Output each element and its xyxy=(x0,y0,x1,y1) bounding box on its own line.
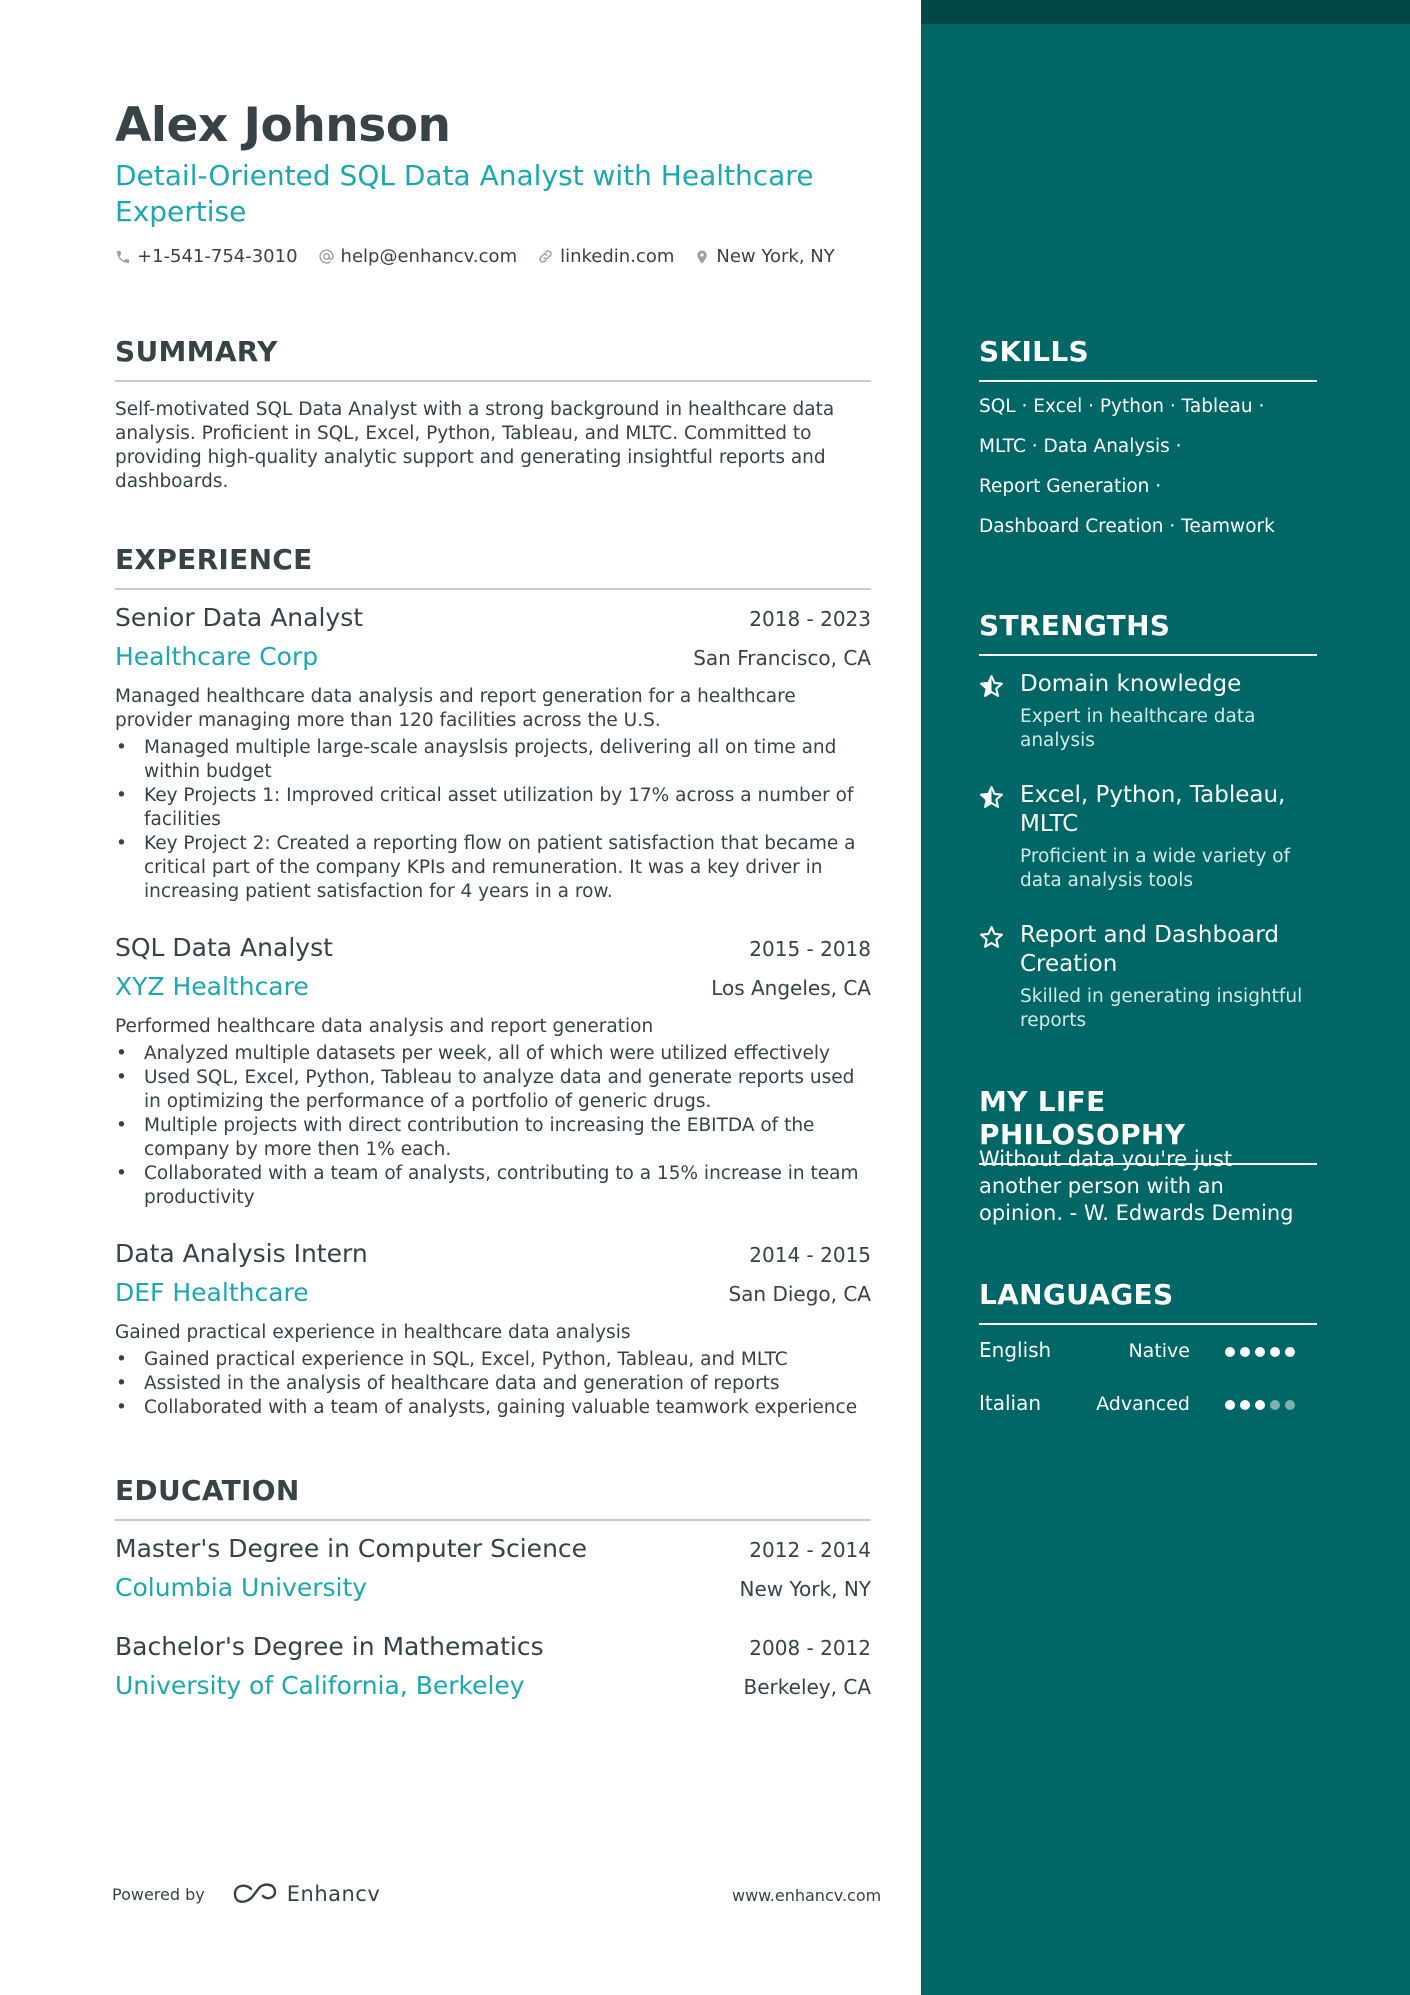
contact-email-text[interactable]: help@enhancv.com xyxy=(340,246,518,267)
contact-linkedin-text[interactable]: linkedin.com xyxy=(560,246,675,267)
strength-description: Proficient in a wide variety of data analysis tools xyxy=(1020,846,1291,891)
job-location: San Francisco, CA xyxy=(693,646,871,670)
rating-dot-filled xyxy=(1240,1347,1250,1357)
degree-period: 2008 - 2012 xyxy=(749,1636,871,1660)
language-level: Advanced xyxy=(1096,1393,1190,1415)
bullet-item: • Analyzed multiple datasets per week, all of which were utilized effectively xyxy=(115,1042,871,1066)
experience-title: EXPERIENCE xyxy=(115,543,871,590)
bullet-item: • Gained practical experience in SQL, Excel, Python, Tableau, and MLTC xyxy=(115,1348,871,1372)
skills-line: Report Generation · xyxy=(979,476,1162,497)
school-location: New York, NY xyxy=(739,1577,871,1601)
strength-title: Excel, Python, Tableau, MLTC xyxy=(1020,782,1286,837)
language-rating xyxy=(1220,1347,1295,1357)
language-rating xyxy=(1220,1400,1295,1410)
job-location: San Diego, CA xyxy=(728,1282,871,1306)
job-location: Los Angeles, CA xyxy=(711,976,871,1000)
bullet-item: • Assisted in the analysis of healthcare data and generation of reports xyxy=(115,1372,871,1396)
job-bullets xyxy=(115,736,871,904)
star-outline-icon xyxy=(979,925,1004,950)
bullet-item: • Multiple projects with direct contribution to increasing the EBITDA of the company by more then 1% each. xyxy=(115,1114,871,1162)
language-item xyxy=(979,1391,1295,1421)
skills-line: Dashboard Creation · Teamwork xyxy=(979,516,1275,537)
strength-item xyxy=(979,781,1319,893)
job-period: 2018 - 2023 xyxy=(749,607,871,631)
rating-dot-filled xyxy=(1225,1347,1235,1357)
school-name: Columbia University xyxy=(115,1573,368,1602)
contact-phone xyxy=(115,246,298,267)
bullet-item: • Key Project 2: Created a reporting flow on patient satisfaction that became a critical part of the company KPIs and remuneration. It was a key driver in increasing patient satisfaction for 4 years in a row. xyxy=(115,832,871,904)
job-title: SQL Data Analyst xyxy=(115,933,333,962)
rating-dot-filled xyxy=(1255,1347,1265,1357)
contact-linkedin xyxy=(537,246,674,267)
experience-entry xyxy=(115,933,871,1210)
degree-name: Bachelor's Degree in Mathematics xyxy=(115,1632,544,1661)
skills-line: MLTC · Data Analysis · xyxy=(979,436,1182,457)
contact-location-text: New York, NY xyxy=(716,246,835,267)
job-period: 2014 - 2015 xyxy=(749,1243,871,1267)
summary-text: Self-motivated SQL Data Analyst with a strong background in healthcare data analysis. Proficient in SQL, Excel, Python, Tableau, and MLTC. Committed to providing high-quality analytic support and generating insightful reports and dashboards. xyxy=(115,399,835,492)
job-bullets xyxy=(115,1348,871,1420)
strength-title: Domain knowledge xyxy=(1020,671,1242,697)
rating-dot-empty xyxy=(1270,1400,1280,1410)
candidate-name: Alex Johnson xyxy=(115,98,451,153)
footer-branding xyxy=(112,1882,380,1906)
experience-entry xyxy=(115,1239,871,1420)
rating-dot-filled xyxy=(1255,1400,1265,1410)
candidate-headline: Detail-Oriented SQL Data Analyst with Healthcare Expertise xyxy=(115,159,814,228)
star-half-icon xyxy=(979,785,1004,810)
strength-item xyxy=(979,921,1319,1033)
skills-line: SQL · Excel · Python · Tableau · xyxy=(979,396,1265,417)
job-description: Gained practical experience in healthcare data analysis xyxy=(115,1322,631,1343)
education-entry xyxy=(115,1632,871,1700)
phone-icon xyxy=(115,249,131,265)
strength-item xyxy=(979,670,1319,753)
language-name: Italian xyxy=(979,1391,1042,1415)
rating-dot-filled xyxy=(1285,1347,1295,1357)
bullet-item: • Managed multiple large-scale anayslsis projects, delivering all on time and within budget xyxy=(115,736,871,784)
bullet-item: • Used SQL, Excel, Python, Tableau to analyze data and generate reports used in optimizing the performance of a portfolio of generic drugs. xyxy=(115,1066,871,1114)
enhancv-brand[interactable]: Enhancv xyxy=(286,1882,381,1906)
language-level: Native xyxy=(1128,1340,1190,1362)
bullet-item: • Collaborated with a team of analysts, contributing to a 15% increase in team productivity xyxy=(115,1162,871,1210)
strength-title: Report and Dashboard Creation xyxy=(1020,922,1279,977)
star-half-icon xyxy=(979,674,1004,699)
rating-dot-filled xyxy=(1225,1400,1235,1410)
school-name: University of California, Berkeley xyxy=(115,1671,525,1700)
contact-location xyxy=(694,246,834,267)
contact-phone-text[interactable]: +1-541-754-3010 xyxy=(137,246,298,267)
contact-email xyxy=(318,246,518,267)
sidebar-top-band xyxy=(921,0,1410,24)
job-bullets xyxy=(115,1042,871,1210)
rating-dot-filled xyxy=(1240,1400,1250,1410)
job-description: Managed healthcare data analysis and report generation for a healthcare provider managing more than 120 facilities across the U.S. xyxy=(115,686,796,731)
languages-title: LANGUAGES xyxy=(979,1278,1317,1325)
contact-bar xyxy=(115,246,855,267)
education-entry xyxy=(115,1534,871,1602)
job-description: Performed healthcare data analysis and report generation xyxy=(115,1016,654,1037)
language-item xyxy=(979,1338,1295,1368)
strength-description: Expert in healthcare data analysis xyxy=(1020,706,1256,751)
strengths-title: STRENGTHS xyxy=(979,609,1317,656)
degree-period: 2012 - 2014 xyxy=(749,1538,871,1562)
footer-url[interactable]: www.enhancv.com xyxy=(732,1886,882,1905)
bullet-item: • Collaborated with a team of analysts, gaining valuable teamwork experience xyxy=(115,1396,871,1420)
strength-description: Skilled in generating insightful reports xyxy=(1020,986,1303,1031)
company-name: DEF Healthcare xyxy=(115,1278,309,1307)
at-icon xyxy=(318,248,335,265)
experience-entry xyxy=(115,603,871,904)
rating-dot-filled xyxy=(1270,1347,1280,1357)
philosophy-title: MY LIFE PHILOSOPHY xyxy=(979,1085,1317,1165)
skills-list xyxy=(979,395,1319,555)
company-name: Healthcare Corp xyxy=(115,642,319,671)
philosophy-quote: Without data you're just another person with an opinion. - W. Edwards Deming xyxy=(979,1147,1294,1225)
job-title: Data Analysis Intern xyxy=(115,1239,368,1268)
job-period: 2015 - 2018 xyxy=(749,937,871,961)
skills-title: SKILLS xyxy=(979,335,1317,382)
company-name: XYZ Healthcare xyxy=(115,972,309,1001)
language-name: English xyxy=(979,1338,1052,1362)
enhancv-logo-icon xyxy=(231,1882,279,1906)
bullet-item: • Key Projects 1: Improved critical asset utilization by 17% across a number of facilities xyxy=(115,784,871,832)
location-icon xyxy=(694,248,710,266)
link-icon xyxy=(537,248,554,265)
degree-name: Master's Degree in Computer Science xyxy=(115,1534,588,1563)
job-title: Senior Data Analyst xyxy=(115,603,364,632)
summary-title: SUMMARY xyxy=(115,335,871,382)
education-title: EDUCATION xyxy=(115,1474,871,1521)
school-location: Berkeley, CA xyxy=(743,1675,871,1699)
rating-dot-empty xyxy=(1285,1400,1295,1410)
powered-by-label: Powered by xyxy=(112,1884,205,1904)
